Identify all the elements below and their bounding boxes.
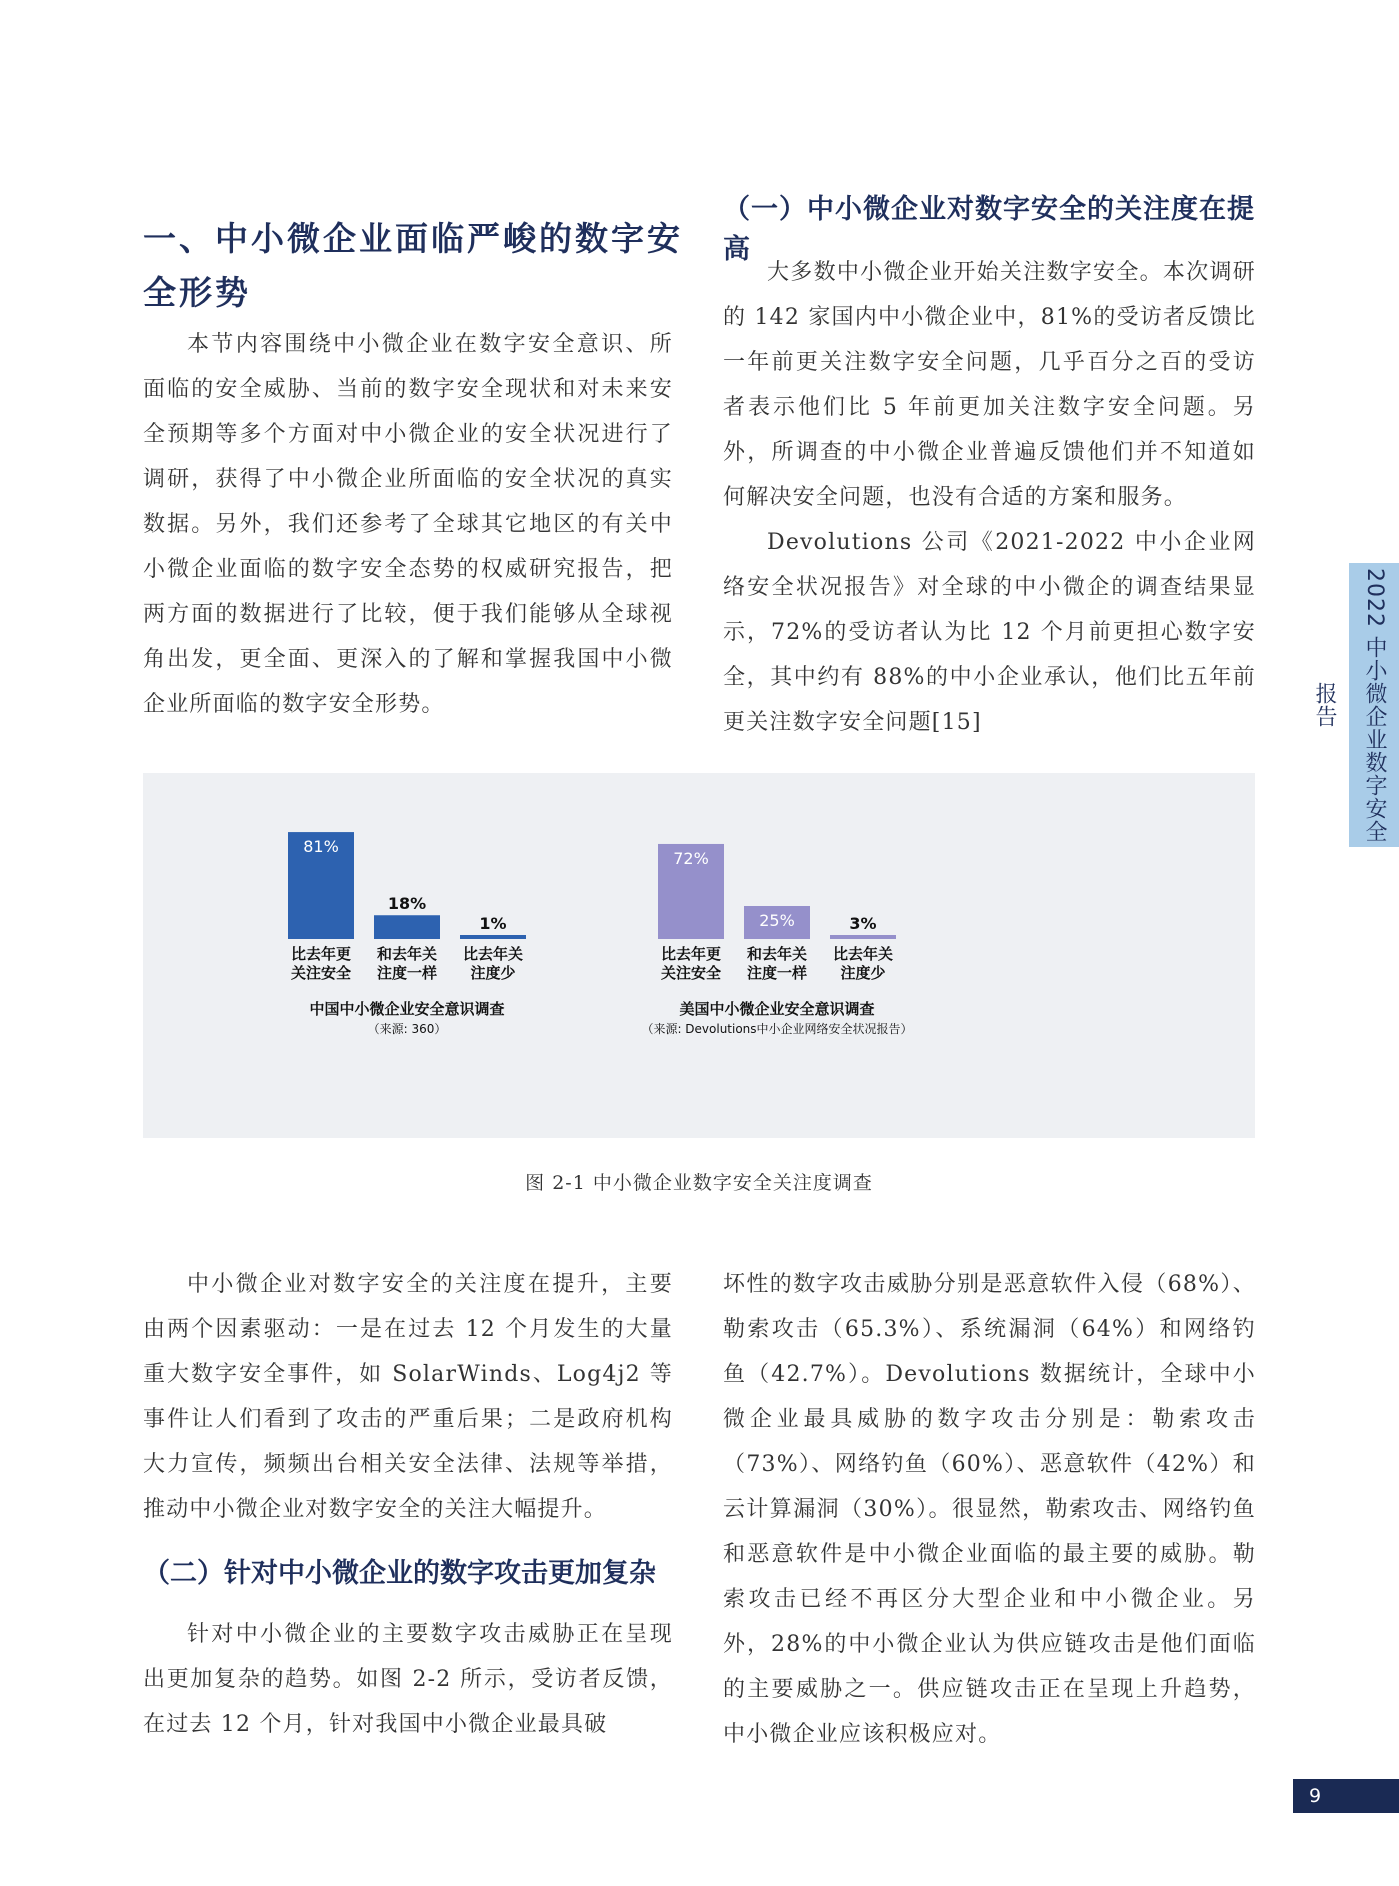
side-tab	[1312, 563, 1399, 847]
category-label-1-0-0: 比去年更	[660, 945, 722, 963]
bottom-left-paragraph-1: 中小微企业对数字安全的关注度在提升，主要由两个因素驱动：一是在过去 12 个月发生的大量重大数字安全事件，如 SolarWinds、Log4j2 等事件让人们看到了攻击的严重后果；二是政府机构大力宣传，频频出台相关安全法律、法规等举措，推动中小微企业对数字安全的关注大幅提升。	[143, 1272, 673, 1522]
category-label-0-2-0: 比去年关	[462, 945, 524, 963]
category-label-1-2-0: 比去年关	[832, 945, 894, 963]
chart-subtitle-1: （来源: Devolutions中小企业网络安全状况报告）	[641, 1022, 913, 1036]
right-paragraph-2: Devolutions 公司《2021-2022 中小企业网络安全状况报告》对全球的中小微企的调查结果显示，72%的受访者认为比 12 个月前更担心数字安全，其中约有 88%的中小企业承认，他们比五年前更关注数字安全问题[15]	[723, 530, 1256, 735]
category-label-0-0-1: 关注安全	[290, 964, 352, 982]
category-label-1-0-1: 关注安全	[660, 964, 722, 982]
value-label-1-0: 72%	[673, 848, 709, 868]
bottom-right-block	[723, 1262, 1256, 1757]
page-number: 9	[1293, 1779, 1399, 1813]
subsection-heading-2: （二）针对中小微企业的数字攻击更加复杂	[143, 1558, 656, 1589]
figure-caption: 图 2-1 中小微企业数字安全关注度调查	[525, 1172, 873, 1194]
category-label-0-0-0: 比去年更	[290, 945, 352, 963]
chart-subtitle-0: （来源: 360）	[367, 1022, 447, 1036]
category-label-0-1-1: 注度一样	[376, 964, 438, 982]
category-label-0-1-0: 和去年关	[376, 945, 438, 963]
value-label-1-2: 3%	[849, 914, 877, 933]
intro-paragraph: 本节内容围绕中小微企业在数字安全意识、所面临的安全威胁、当前的数字安全现状和对未来安全预期等多个方面对中小微企业的安全状况进行了调研，获得了中小微企业所面临的安全状况的真实数据。另外，我们还参考了全球其它地区的有关中小微企业面临的数字安全态势的权威研究报告，把两方面的数据进行了比较，便于我们能够从全球视角出发，更全面、更深入的了解和掌握我国中小微企业所面临的数字安全形势。	[143, 332, 673, 717]
subsection-heading-1: （一）中小微企业对数字安全的关注度在提高	[723, 194, 1255, 265]
bottom-right-paragraph: 坏性的数字攻击威胁分别是恶意软件入侵（68%）、勒索攻击（65.3%）、系统漏洞（64%）和网络钓鱼（42.7%）。Devolutions 数据统计，全球中小微企业最具威胁的数字攻击分别是：勒索攻击（73%）、网络钓鱼（60%）、恶意软件（42%）和云计算漏洞（30%）。很显然，勒索攻击、网络钓鱼和恶意软件是中小微企业面临的最主要的威胁。勒索攻击已经不再区分大型企业和中小微企业。另外，28%的中小微企业认为供应链攻击是他们面临的主要威胁之一。供应链攻击正在呈现上升趋势，中小微企业应该积极应对。	[723, 1272, 1256, 1747]
category-label-1-1-1: 注度一样	[746, 964, 808, 982]
bottom-left-paragraph-2: 针对中小微企业的主要数字攻击威胁正在呈现出更加复杂的趋势。如图 2-2 所示，受访者反馈，在过去 12 个月，针对我国中小微企业最具破	[143, 1622, 673, 1737]
right-paragraphs	[723, 250, 1256, 745]
concern-chart	[143, 773, 1255, 1138]
intro-paragraph-container	[143, 322, 673, 727]
value-label-0-2: 1%	[479, 914, 507, 933]
category-label-0-2-1: 注度少	[470, 964, 516, 982]
bar-0-1	[374, 915, 440, 939]
bar-0-2	[460, 935, 526, 939]
value-label-1-1: 25%	[759, 911, 795, 930]
chart-title-1: 美国中小微企业安全意识调查	[679, 1000, 875, 1018]
bar-1-2	[830, 935, 896, 939]
bottom-left-block-2	[143, 1612, 673, 1747]
chart-title-0: 中国中小微企业安全意识调查	[309, 1000, 505, 1018]
value-label-0-1: 18%	[387, 894, 427, 914]
value-label-0-0: 81%	[303, 837, 339, 857]
side-tab-label: 2022 中小微企业数字安全报告	[1312, 567, 1387, 843]
right-paragraph-1: 大多数中小微企业开始关注数字安全。本次调研的 142 家国内中小微企业中，81%的受访者反馈比一年前更关注数字安全问题，几乎百分之百的受访者表示他们比 5 年前更加关注数字安全问题。另外，所调查的中小微企业普遍反馈他们并不知道如何解决安全问题，也没有合适的方案和服务。	[723, 260, 1256, 510]
category-label-1-2-1: 注度少	[840, 964, 886, 982]
bottom-left-block	[143, 1262, 673, 1532]
category-label-1-1-0: 和去年关	[746, 945, 808, 963]
figure-box	[143, 773, 1255, 1138]
section-heading: 一、中小微企业面临严峻的数字安全形势	[143, 219, 683, 312]
